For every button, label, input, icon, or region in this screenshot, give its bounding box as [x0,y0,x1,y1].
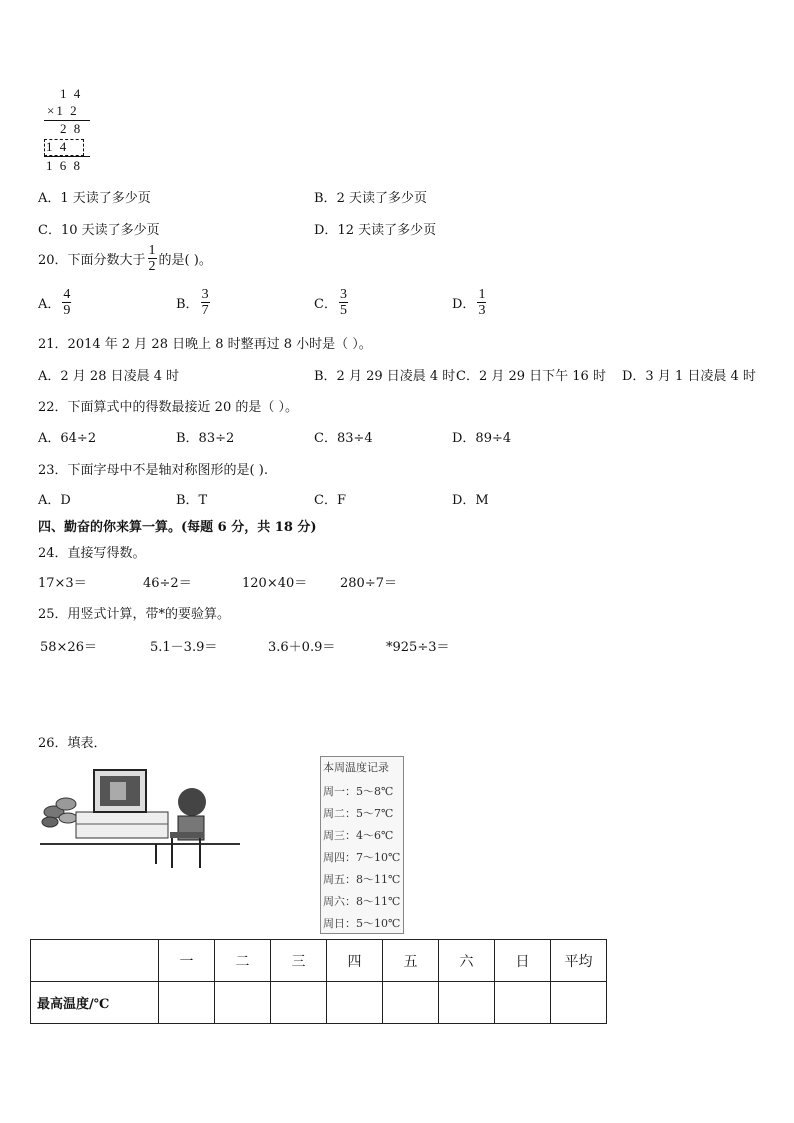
q19-option-d: D．12 天读了多少页 [314,223,437,238]
vm-row-3: 2 8 [60,121,83,136]
table-row [31,982,607,1024]
q22-option-c: C．83÷4 [314,431,373,446]
q25-item-1: 58×26＝ [40,640,97,655]
vm-line-2 [44,156,90,157]
q23-option-b: B．T [176,493,208,508]
temperature-table [30,939,607,1024]
table-header-cell: 四 [327,940,383,982]
answer-cell[interactable] [271,982,327,1024]
card-line-thu: 周四：7～10℃ [323,851,401,864]
table-header-cell: 日 [495,940,551,982]
q20-option-d: D． $\frac{1}{3}$ [452,287,486,318]
q22-option-b: B．83÷2 [176,431,235,446]
q22-option-a: A．64÷2 [38,431,97,446]
q23-stem: 23．下面字母中不是轴对称图形的是( ). [38,463,268,478]
q19-option-a: A．1 天读了多少页 [38,191,151,206]
q24-item-4: 280÷7＝ [340,576,397,591]
q23-option-c: C．F [314,493,346,508]
table-header-cell: 一 [159,940,215,982]
q23-option-d: D．M [452,493,489,508]
q25-item-4: *925÷3＝ [386,640,450,655]
card-line-tue: 周二：5～7℃ [323,807,394,820]
answer-cell[interactable] [159,982,215,1024]
q22-option-d: D．89÷4 [452,431,512,446]
q20-option-c: C． $\frac{3}{5}$ [314,287,347,318]
table-header-row [31,940,607,982]
table-header-cell: 五 [383,940,439,982]
vm-row-4: 1 4 [46,139,69,154]
section-4-heading: 四、勤奋的你来算一算。(每题 6 分，共 18 分) [38,520,317,535]
answer-cell[interactable] [551,982,607,1024]
q20-fraction: $\frac{1}{2}$ [148,243,156,274]
table-header-cell: 平均 [551,940,607,982]
answer-cell[interactable] [327,982,383,1024]
card-line-sat: 周六：8～11℃ [323,895,401,908]
q22-stem: 22．下面算式中的得数最接近 20 的是（ ）。 [38,400,298,415]
q20-stem: 20．下面分数大于 $\frac{1}{2}$ 的是( )。 [38,243,212,274]
card-line-mon: 周一：5～8℃ [323,785,394,798]
q23-option-a: A．D [38,493,71,508]
vm-row-1: 1 4 [60,86,83,101]
answer-cell[interactable] [383,982,439,1024]
child-watching-tv-illustration [40,760,240,872]
card-title: 本周温度记录 [323,761,389,774]
q21-option-b: B．2 月 29 日凌晨 4 时 [314,369,456,384]
q24-stem: 24．直接写得数。 [38,546,146,561]
q24-item-3: 120×40＝ [242,576,308,591]
table-header-cell [31,940,159,982]
table-header-cell: 三 [271,940,327,982]
q21-stem: 21．2014 年 2 月 28 日晚上 8 时整再过 8 小时是（ ）。 [38,337,372,352]
card-line-fri: 周五：8～11℃ [323,873,401,886]
q24-item-2: 46÷2＝ [143,576,192,591]
q19-option-c: C．10 天读了多少页 [38,223,160,238]
card-line-sun: 周日：5～10℃ [323,917,401,930]
q21-option-c: C．2 月 29 日下午 16 时 [456,369,606,384]
q26-stem: 26．填表． [38,736,107,751]
answer-cell[interactable] [215,982,271,1024]
temperature-record-card [320,756,404,934]
card-line-wed: 周三：4～6℃ [323,829,394,842]
answer-cell[interactable] [495,982,551,1024]
vm-row-5: 1 6 8 [46,158,82,173]
q21-option-a: A．2 月 28 日凌晨 4 时 [38,369,180,384]
q20-option-b: B． $\frac{3}{7}$ [176,287,209,318]
q21-option-d: D．3 月 1 日凌晨 4 时 [622,369,756,384]
q25-item-3: 3.6＋0.9＝ [268,640,336,655]
q25-stem: 25．用竖式计算，带*的要验算。 [38,607,231,622]
table-header-cell: 六 [439,940,495,982]
answer-cell[interactable] [439,982,495,1024]
table-header-cell: 二 [215,940,271,982]
q19-option-b: B．2 天读了多少页 [314,191,427,206]
q20-option-a: A． $\frac{4}{9}$ [38,287,71,318]
q25-item-2: 5.1－3.9＝ [150,640,218,655]
row-label-max-temp: 最高温度/℃ [31,982,159,1024]
vm-row-2: ×1 2 [47,103,79,118]
q24-item-1: 17×3＝ [38,576,87,591]
